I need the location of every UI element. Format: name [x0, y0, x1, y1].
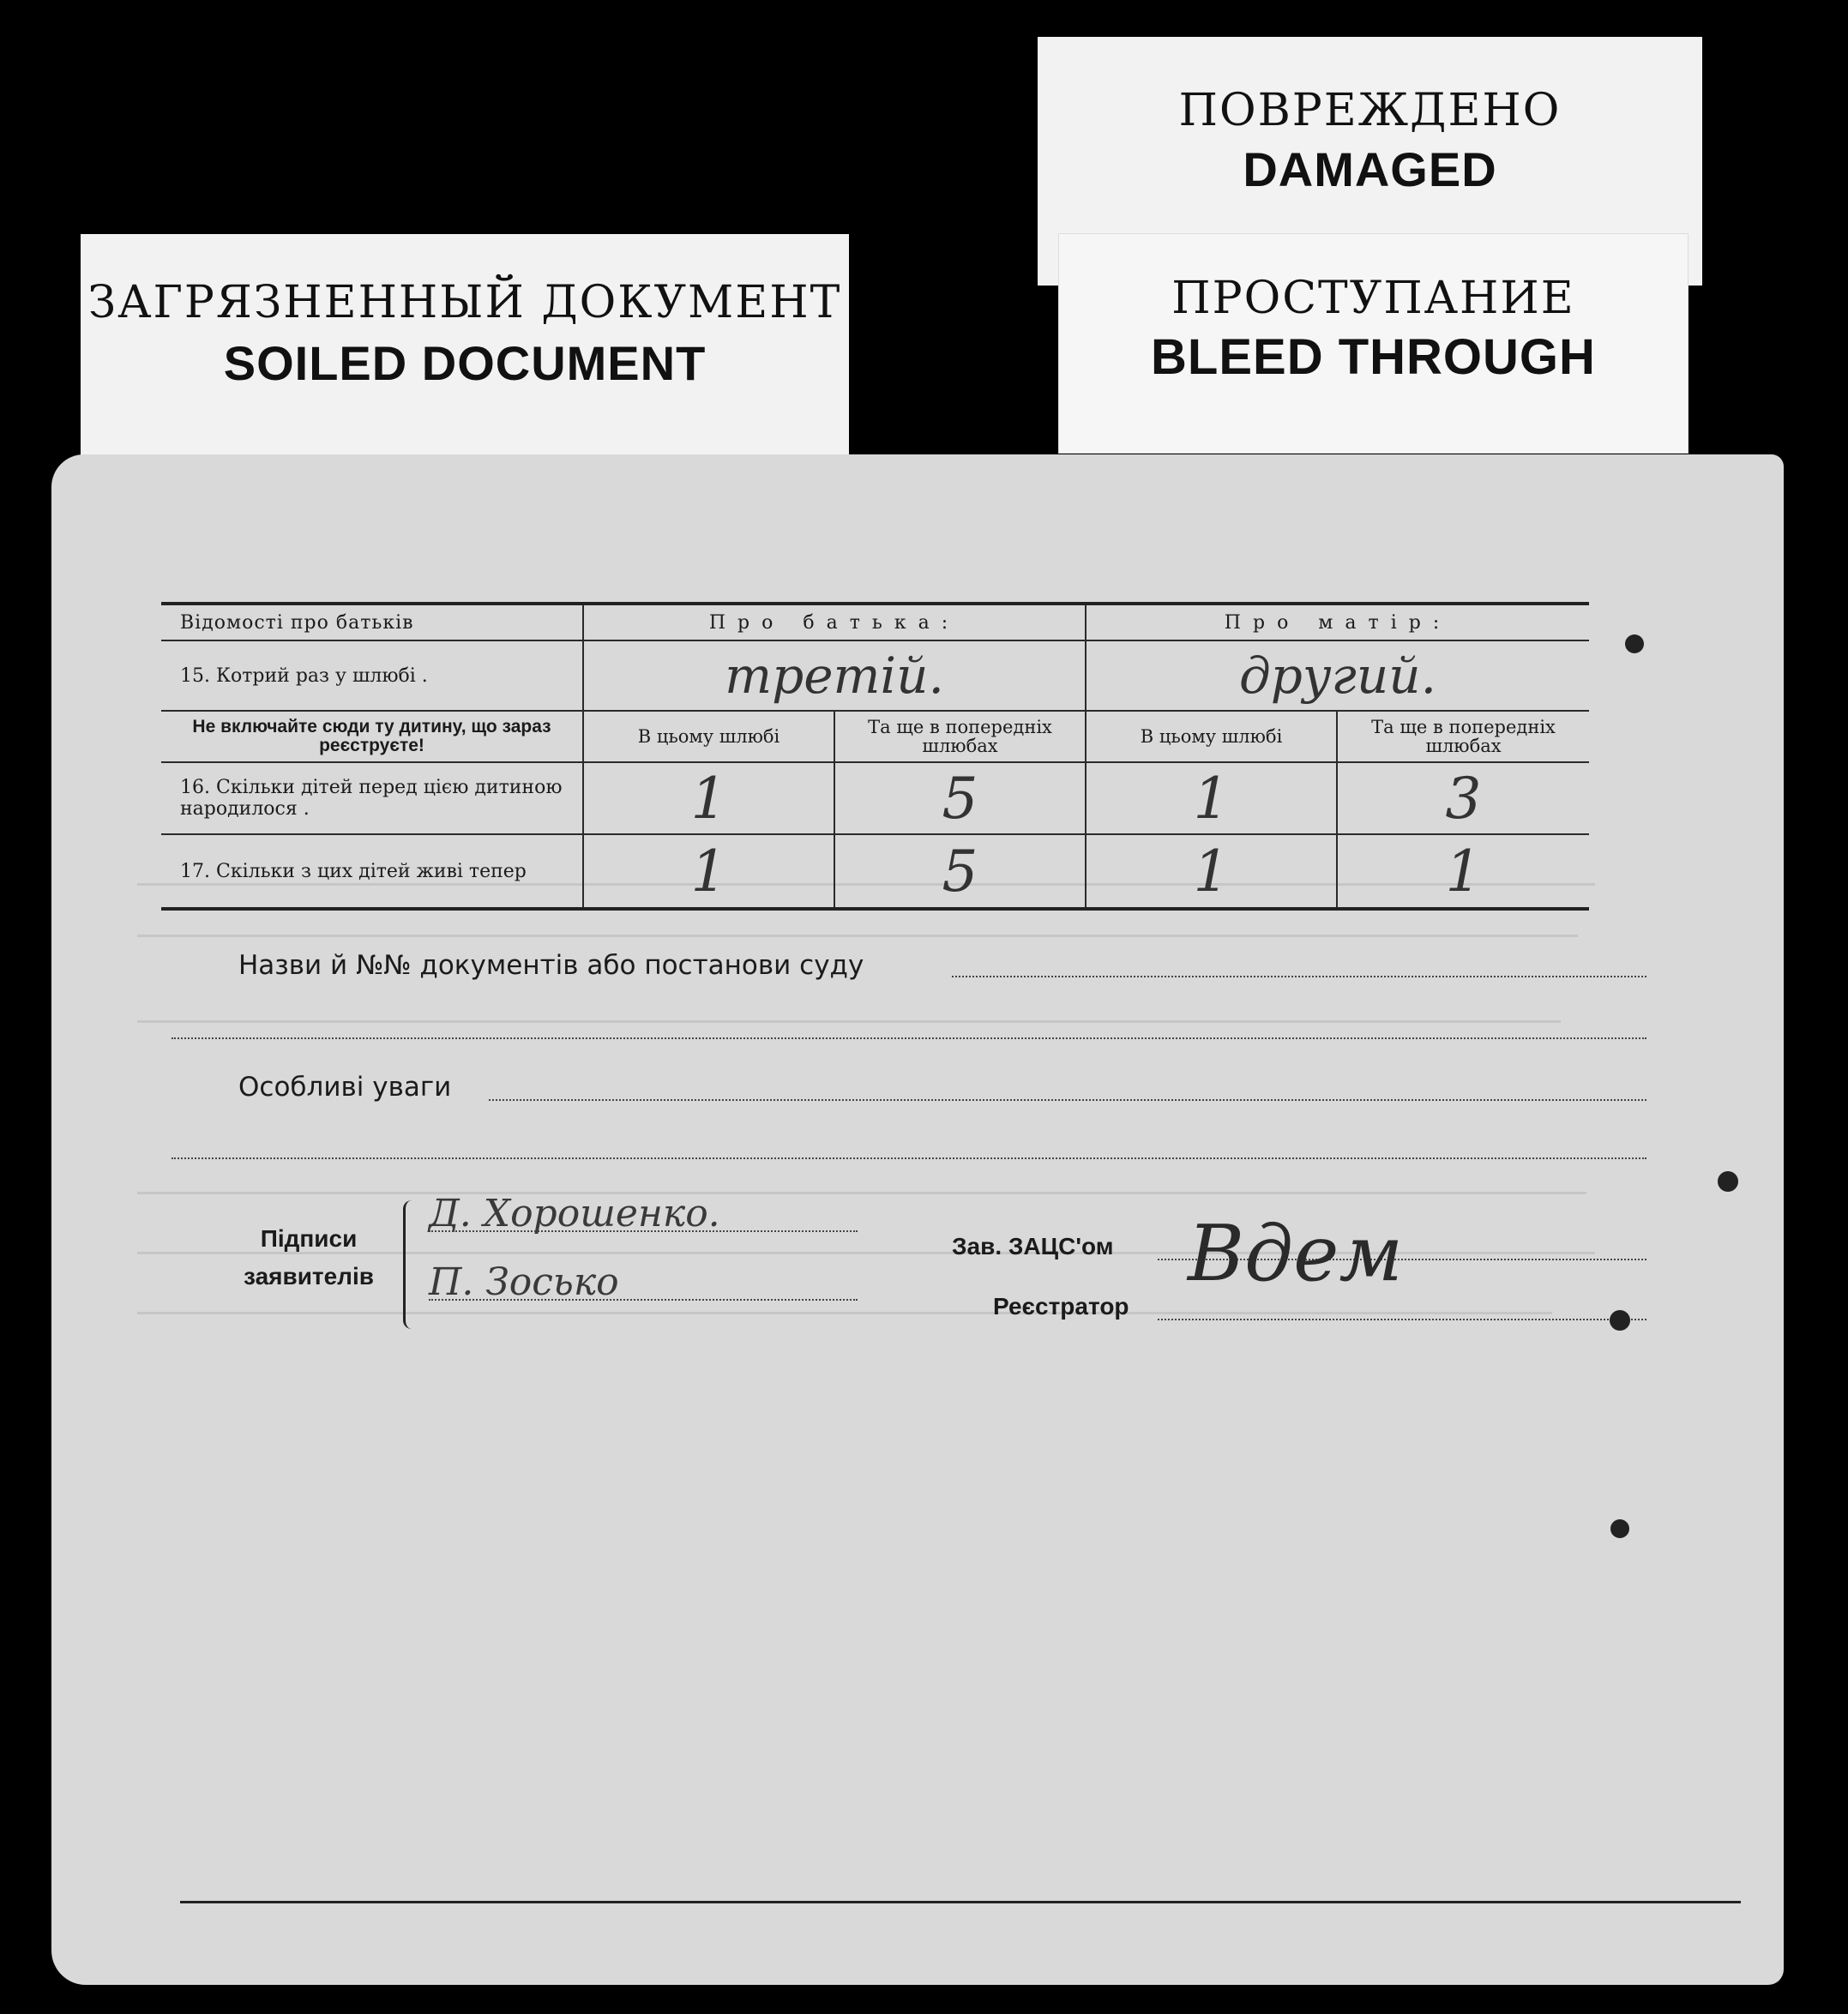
remarks-dotted-line	[489, 1099, 1646, 1101]
bleed-through-label	[1058, 233, 1688, 454]
row16-father-prev: 5	[942, 765, 978, 832]
bleed-through-line	[137, 935, 1578, 937]
row15-mother-value: другий.	[1239, 646, 1437, 705]
bleed-through-line	[137, 1192, 1586, 1194]
applicant-line-1	[429, 1230, 858, 1232]
row17-father-prev: 5	[942, 838, 978, 905]
subheader-father-prev-marriages: Та ще в попередніх шлюбах	[834, 711, 1086, 762]
registrar-label: Реєстратор	[993, 1293, 1129, 1320]
registrar-line	[1158, 1319, 1646, 1320]
damaged-label-en: DAMAGED	[1243, 142, 1497, 196]
header-mother: Про матір:	[1086, 604, 1589, 640]
applicant-line-2	[429, 1299, 858, 1301]
soiled-label-en: SOILED DOCUMENT	[223, 336, 707, 390]
damaged-label-ru: ПОВРЕЖДЕНО	[1178, 85, 1562, 136]
bleed-label-ru: ПРОСТУПАНИЕ	[1171, 273, 1575, 324]
bleed-through-line	[137, 1312, 1552, 1314]
table-row	[161, 834, 1589, 909]
subheader-mother-prev-marriages: Та ще в попередніх шлюбах	[1337, 711, 1589, 762]
soiled-label-ru: ЗАГРЯЗНЕННЫЙ ДОКУМЕНТ	[87, 277, 842, 328]
registry-head-label: Зав. ЗАЦС'ом	[952, 1233, 1114, 1260]
row16-mother-this: 1	[1193, 765, 1230, 832]
row16-father-this: 1	[690, 765, 727, 832]
bottom-rule	[180, 1901, 1741, 1903]
punch-hole	[1610, 1310, 1630, 1331]
row17-mother-this: 1	[1193, 838, 1230, 905]
subheader-note: Не включайте сюди ту дитину, що зараз реєструєте!	[161, 711, 583, 762]
punch-hole	[1625, 634, 1644, 653]
registry-head-signature: Вдем	[1188, 1209, 1404, 1299]
documents-dotted-line	[952, 976, 1646, 977]
remarks-dotted-line-2	[172, 1157, 1646, 1159]
bleed-through-line	[137, 1020, 1561, 1023]
table-row	[161, 711, 1589, 762]
bleed-label-en: BLEED THROUGH	[1151, 329, 1596, 385]
table-row	[161, 640, 1589, 711]
document-sheet	[51, 454, 1784, 1985]
header-father: Про батька:	[583, 604, 1086, 640]
soiled-document-label	[81, 234, 849, 459]
row16-mother-prev: 3	[1445, 765, 1482, 832]
table-row	[161, 604, 1589, 640]
applicant-signature-2: П. Зосько	[429, 1260, 619, 1304]
row15-father-value: третій.	[725, 646, 944, 705]
punch-hole	[1718, 1171, 1738, 1192]
subheader-father-this-marriage: В цьому шлюбі	[583, 711, 834, 762]
applicant-signature-1: Д. Хорошенко.	[429, 1192, 720, 1235]
punch-hole	[1610, 1519, 1629, 1538]
row17-mother-prev: 1	[1445, 838, 1482, 905]
row17-father-this: 1	[690, 838, 727, 905]
documents-dotted-line-2	[172, 1037, 1646, 1039]
documents-label: Назви й №№ документів або постанови суду	[238, 950, 864, 981]
row15-label: 15. Котрий раз у шлюбі .	[161, 640, 583, 711]
parents-info-table	[161, 602, 1589, 911]
signatures-brace	[403, 1200, 418, 1329]
remarks-label: Особливі уваги	[238, 1072, 452, 1103]
table-row	[161, 762, 1589, 834]
header-parents-info: Відомості про батьків	[161, 604, 583, 640]
applicants-signatures-label: Підписи заявителів	[244, 1225, 374, 1290]
row16-label: 16. Скільки дітей перед цією дитиною народилося .	[161, 762, 583, 834]
row17-label: 17. Скільки з цих дітей живі тепер	[161, 834, 583, 909]
subheader-mother-this-marriage: В цьому шлюбі	[1086, 711, 1337, 762]
